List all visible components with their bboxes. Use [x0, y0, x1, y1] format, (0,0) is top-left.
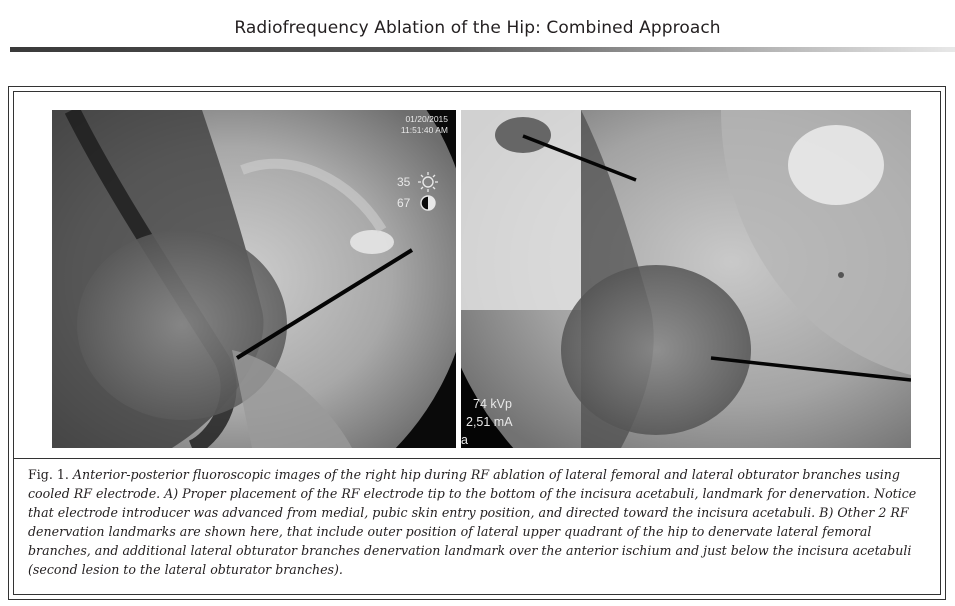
- figure-caption: [28, 465, 928, 579]
- figure-label: Fig. 1.: [28, 467, 69, 482]
- header-rule: [10, 47, 955, 52]
- figure-frame: [8, 86, 946, 600]
- fluoroscopy-image-a-graphic: [52, 110, 456, 448]
- page-header: [0, 0, 955, 56]
- corner-letter: a: [461, 433, 468, 447]
- kvp-readout: 74 kVp: [473, 397, 512, 411]
- time-stamp: 11:51:40 AM: [400, 125, 448, 135]
- fluoroscopy-image-b-graphic: [461, 110, 911, 448]
- figure-inner-frame: [13, 91, 941, 595]
- brightness-value: 35: [397, 175, 411, 189]
- fluoroscopy-image-b: [461, 110, 911, 448]
- contrast-half-circle-icon: [421, 196, 435, 210]
- running-title: Radiofrequency Ablation of the Hip: Combined Approach: [234, 18, 721, 38]
- contrast-value: 67: [397, 196, 411, 210]
- fluoroscopy-image-a: [52, 110, 456, 448]
- figure-caption-text: Anterior-posterior fluoroscopic images of the right hip during RF ablation of lateral femoral and lateral obturator branches using cooled RF electrode. A) Proper placement of the RF electrode tip to the bottom of the incisura acetabuli, landmark for denervation. Notice that electrode introducer was advanced from medial, pubic skin entry position, and directed toward the incisura acetabuli. B) Other 2 RF denervation landmarks are shown here, that include outer position of lateral upper quadrant of the hip to denervate lateral femoral branches, and additional lateral obturator branches denervation landmark over the anterior ischium and just below the incisura acetabuli (second lesion to the lateral obturator branches).: [28, 467, 917, 577]
- date-stamp: 01/20/2015: [405, 114, 448, 124]
- caption-rule: [14, 458, 940, 459]
- ma-readout: 2,51 mA: [466, 415, 513, 429]
